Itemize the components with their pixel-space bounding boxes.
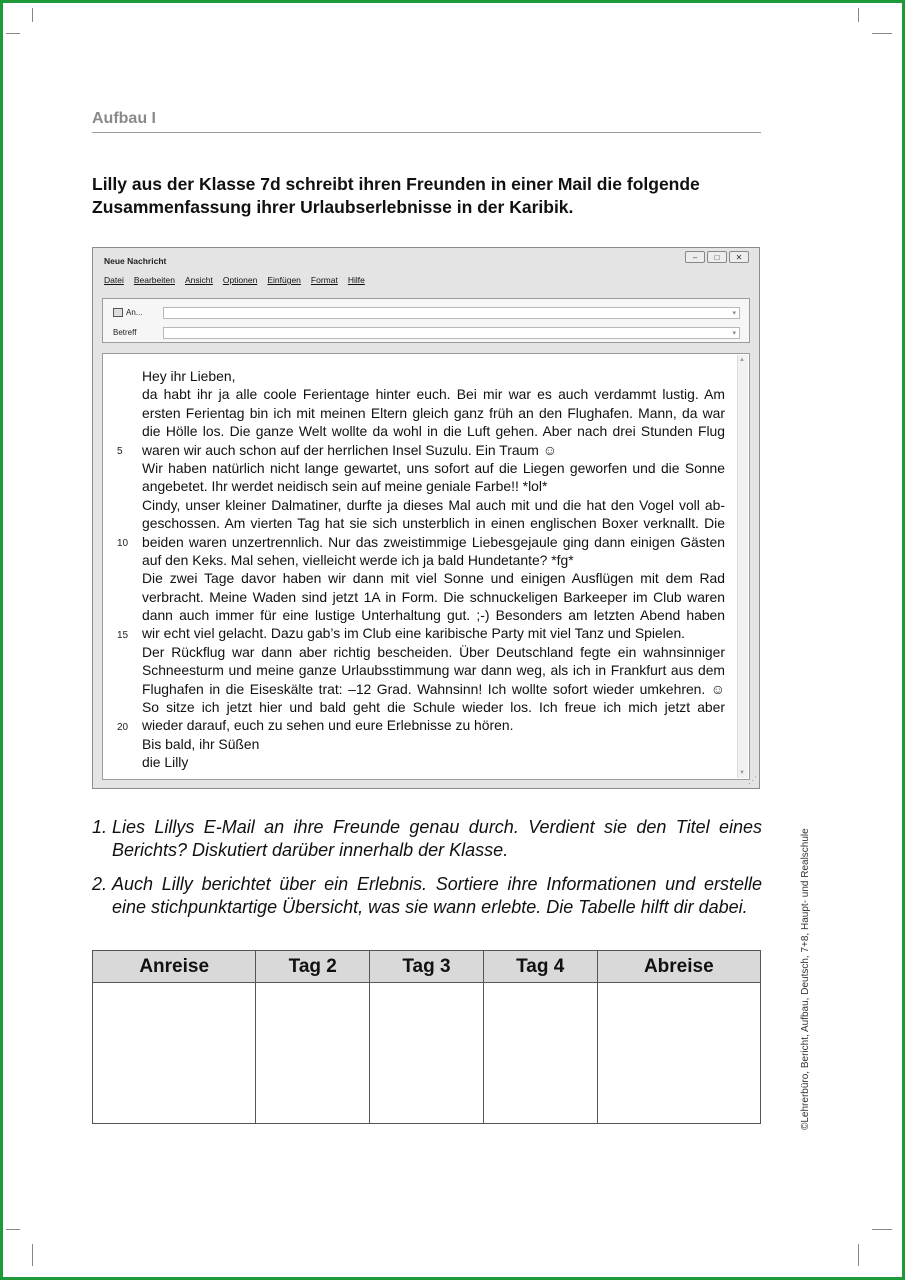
task-list [92, 816, 762, 930]
mail-line: dann auch immer für eine lustige Unterhaltung gut. ;-) Besonders am letzten Abend haben [142, 607, 725, 624]
table-cell[interactable] [256, 983, 370, 1124]
line-number: 5 [117, 446, 123, 457]
to-row [113, 306, 142, 320]
task-text: Lies Lillys E-Mail an ihre Freunde genau durch. Verdient sie den Titel eines Berichts? Diskutiert darüber innerhalb der Klasse. [112, 817, 762, 860]
timeline-table [92, 950, 761, 1124]
mail-line: Wir haben natürlich nicht lange gewartet, uns sofort auf die Liegen geworfen und die Sonne [142, 459, 725, 476]
section-label: Aufbau I [92, 110, 156, 127]
column-header: Abreise [597, 951, 760, 983]
mail-line: Hey ihr Lieben, [142, 368, 236, 384]
copyright-note: ©Lehrerbüro, Bericht, Aufbau, Deutsch, 7+8, Haupt- und Realschule [800, 828, 811, 1130]
table-cell[interactable] [93, 983, 256, 1124]
mail-line: Der Rückflug war dann aber richtig bescheiden. Über Deutschland fegte ein wahnsinniger [142, 643, 725, 660]
mail-line: angebetet. Ihr werdet neidisch sein auf meine geniale Farbe!! *lol* [142, 478, 548, 495]
mail-line: da habt ihr ja alle coole Ferientage hinter euch. Bei mir war es auch verdammt lustig. Am [142, 386, 725, 403]
chevron-down-icon[interactable]: ▾ [732, 330, 736, 337]
column-header: Tag 2 [256, 951, 370, 983]
mail-line: waren wir auch schon auf der herrlichen Insel Suzulu. Ein Traum ☺ [142, 441, 557, 458]
mail-window [92, 247, 760, 789]
menu-einfuegen[interactable]: Einfügen [267, 275, 301, 285]
mail-line: wir echt viel gelacht. Dazu gab’s im Club eine karibische Party mit viel Tanz und Spielen. [142, 625, 686, 642]
mail-line: auf den Keks. Mal sehen, vielleicht werde ich ja bald Hundetante? *fg* [142, 551, 574, 568]
crop-mark [872, 33, 892, 34]
mail-line: Flughafen in die Eiseskälte trat: –12 Grad. Wahnsinn! Ich wollte sofort wieder umkehren. ☺ [142, 680, 725, 697]
crop-mark [6, 33, 20, 34]
column-header: Tag 4 [483, 951, 597, 983]
table-header-row [93, 951, 761, 983]
address-book-icon[interactable] [113, 308, 123, 317]
crop-mark [858, 8, 859, 22]
crop-mark [32, 1244, 33, 1266]
task-item [92, 816, 762, 861]
close-icon[interactable]: ✕ [729, 251, 749, 263]
mail-line: verbracht. Meine Waden sind jetzt 1A in Form. Die schnuckeligen Barkeeper im Club waren [142, 588, 725, 605]
maximize-icon[interactable]: □ [707, 251, 727, 263]
mail-line: wieder darauf, euch zu sehen und eure Erlebnisse zu hören. [142, 717, 514, 734]
menu-datei[interactable]: Datei [104, 275, 124, 285]
menu-ansicht[interactable]: Ansicht [184, 275, 213, 285]
mail-line: So sitze ich jetzt hier und bald geht die Schule wieder los. Ich freue ich mich jetzt aber [142, 699, 725, 716]
scroll-up-icon[interactable]: ▲ [739, 357, 745, 363]
crop-mark [858, 1244, 859, 1266]
mail-line: Schneesturm und meine ganze Urlaubsstimmung war dann weg, als ich in Frankfurt aus dem [142, 662, 725, 679]
mail-line: die Lilly [142, 754, 189, 771]
mail-line: ersten Ferientag bin ich mit meinen Eltern gleich ganz früh an den Flughafen. Mann, da war [142, 404, 725, 421]
table-cell[interactable] [370, 983, 484, 1124]
line-number: 15 [117, 630, 129, 641]
crop-mark [872, 1229, 892, 1230]
resize-grip-icon[interactable]: ⋰ [748, 775, 757, 785]
message-body[interactable] [102, 353, 750, 780]
table-cell[interactable] [483, 983, 597, 1124]
subject-label: Betreff [113, 328, 137, 337]
crop-mark [32, 8, 33, 22]
menu-bearbeiten[interactable]: Bearbeiten [133, 275, 175, 285]
scroll-down-icon[interactable]: ▼ [739, 770, 745, 776]
chevron-down-icon[interactable]: ▾ [732, 310, 736, 317]
scrollbar[interactable] [737, 355, 748, 778]
column-header: Tag 3 [370, 951, 484, 983]
task-item [92, 873, 762, 918]
task-number: 2. [92, 874, 108, 894]
line-number: 10 [117, 538, 129, 549]
mail-line: Bis bald, ihr Süßen [142, 735, 260, 752]
mail-line: die Hölle los. Die ganze Welt wollte da wohl in die Luft gehen. Aber nach drei Stunden Flug [142, 423, 725, 440]
menu-bar [104, 275, 365, 285]
mail-line: Die zwei Tage davor haben wir dann mit viel Sonne und einigen Ausflügen mit dem Rad [142, 570, 725, 587]
menu-optionen[interactable]: Optionen [222, 275, 258, 285]
task-text: Auch Lilly berichtet über ein Erlebnis. Sortiere ihre Informationen und erstelle eine stichpunktartige Übersicht, was sie wann erlebte. Die Tabelle hilft dir dabei. [112, 874, 762, 917]
address-panel [102, 298, 750, 343]
window-title: Neue Nachricht [104, 256, 167, 266]
header-divider [92, 132, 761, 133]
line-number: 20 [117, 722, 129, 733]
window-controls [683, 251, 749, 263]
menu-format[interactable]: Format [310, 275, 338, 285]
minimize-icon[interactable]: – [685, 251, 705, 263]
to-label[interactable]: An... [126, 308, 143, 317]
table-row [93, 983, 761, 1124]
column-header: Anreise [93, 951, 256, 983]
subject-field[interactable] [163, 327, 740, 339]
task-number: 1. [92, 817, 108, 837]
mail-line: beiden waren unzertrennlich. Nur das zweistimmige Liebesgejaule ging dann einigen Gästen [142, 533, 725, 550]
to-field[interactable] [163, 307, 740, 319]
crop-mark [6, 1229, 20, 1230]
intro-text: Lilly aus der Klasse 7d schreibt ihren Freunden in einer Mail die folgende Zusammenfassung ihrer Urlaubserlebnisse in der Karibik. [92, 174, 700, 217]
menu-hilfe[interactable]: Hilfe [347, 275, 365, 285]
mail-text [142, 367, 725, 772]
mail-line: geschossen. Am vierten Tag hat sie sich unsterblich in einen englischen Boxer verknallt. Die [142, 515, 725, 532]
mail-line: Cindy, unser kleiner Dalmatiner, durfte ja dieses Mal auch mit und die hat den Vogel voll ab- [142, 496, 725, 513]
table-cell[interactable] [597, 983, 760, 1124]
